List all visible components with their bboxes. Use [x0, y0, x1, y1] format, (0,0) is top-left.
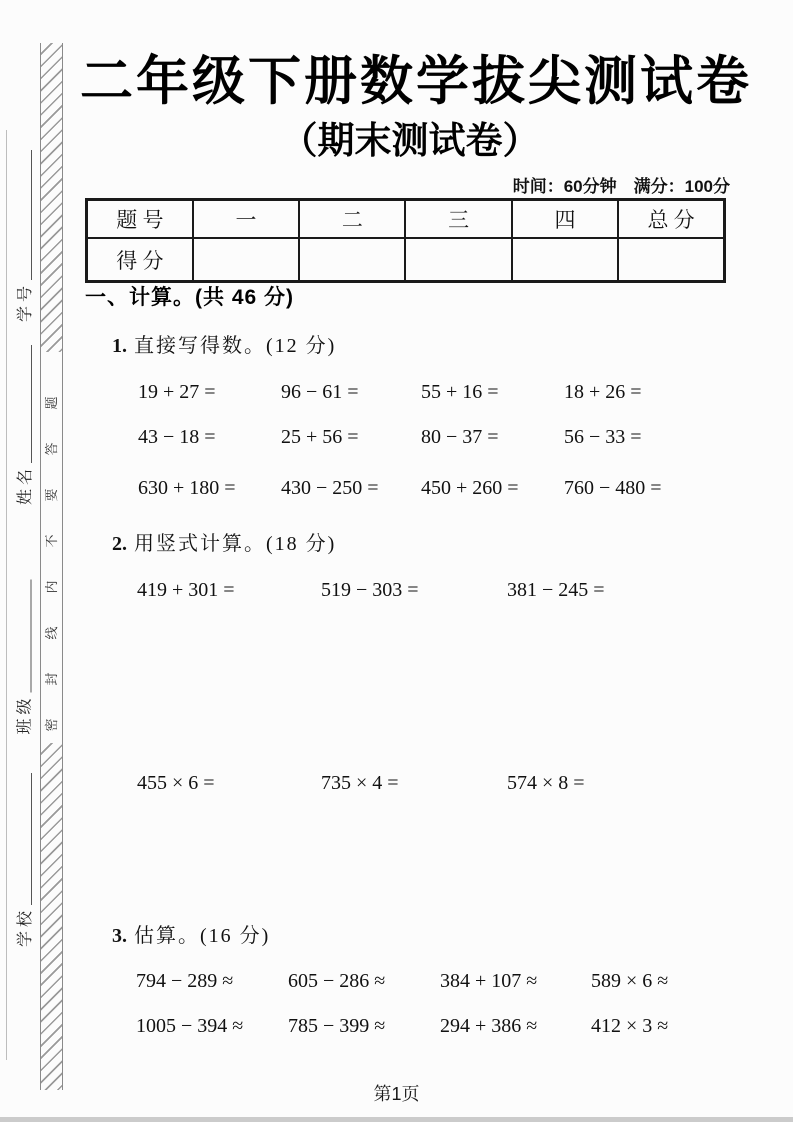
score-table	[85, 198, 726, 283]
equation: 785 − 399 ≈	[288, 1015, 386, 1037]
page-title: 二年级下册数学拔尖测试卷	[80, 52, 752, 111]
score-table-header-row	[87, 200, 725, 239]
student-name-label: 姓名	[17, 464, 34, 505]
equation: 1005 − 394 ≈	[136, 1015, 244, 1037]
question-3-title	[112, 919, 270, 948]
question-1-title	[112, 329, 336, 358]
q1-equation-row	[0, 474, 793, 502]
section-1-heading: 一、计算。(共 46 分)	[85, 286, 295, 309]
equation: 735 × 4 =	[321, 772, 399, 794]
seal-text: 密封线内不要答题	[44, 363, 59, 732]
school-label: 学校	[17, 906, 34, 947]
page-number: 第1页	[373, 1084, 420, 1104]
question-3-number: 3.	[112, 925, 127, 947]
score-empty-cell	[405, 238, 511, 282]
equation: 43 − 18 =	[138, 426, 216, 448]
q3-equation-row	[0, 1012, 793, 1040]
question-3-text: 估算。(16 分)	[134, 925, 271, 947]
equation: 18 + 26 =	[564, 381, 642, 403]
equation: 760 − 480 =	[564, 477, 662, 499]
equation: 605 − 286 ≈	[288, 970, 386, 992]
equation: 294 + 386 ≈	[440, 1015, 538, 1037]
equation: 80 − 37 =	[421, 426, 499, 448]
seal-hatch-top	[41, 43, 62, 352]
question-2-number: 2.	[112, 533, 127, 555]
page-bottom-edge	[0, 1117, 793, 1122]
equation: 19 + 27 =	[138, 381, 216, 403]
score-table-header-cell: 三	[405, 200, 511, 239]
q2-equation-row	[0, 576, 793, 604]
equation: 630 + 180 =	[138, 477, 236, 499]
equation: 450 + 260 =	[421, 477, 519, 499]
seal-line-band	[40, 43, 63, 1090]
score-table-header-cell: 总 分	[618, 200, 724, 239]
q2-equation-row	[0, 769, 793, 797]
equation: 56 − 33 =	[564, 426, 642, 448]
score-table-header-cell: 题 号	[87, 200, 193, 239]
equation: 419 + 301 =	[137, 579, 235, 601]
page-subtitle: （期末测试卷）	[280, 120, 540, 161]
q1-equation-row	[0, 378, 793, 406]
time-score-meta: 时间：60分钟 满分：100分	[512, 177, 730, 196]
equation: 25 + 56 =	[281, 426, 359, 448]
student-id-field	[13, 150, 35, 322]
equation: 384 + 107 ≈	[440, 970, 538, 992]
score-table-header-cell: 二	[299, 200, 405, 239]
equation: 381 − 245 =	[507, 579, 605, 601]
score-empty-cell	[193, 238, 299, 282]
equation: 794 − 289 ≈	[136, 970, 234, 992]
seal-text-area	[41, 352, 62, 743]
equation: 55 + 16 =	[421, 381, 499, 403]
q1-equation-row	[0, 423, 793, 451]
equation: 412 × 3 ≈	[591, 1015, 669, 1037]
student-id-blank-line	[31, 150, 32, 280]
question-1-text: 直接写得数。(12 分)	[134, 335, 337, 357]
class-label: 班级	[16, 694, 34, 735]
score-table-header-cell: 一	[193, 200, 299, 239]
equation: 96 − 61 =	[281, 381, 359, 403]
score-empty-cell	[299, 238, 405, 282]
equation: 430 − 250 =	[281, 477, 379, 499]
question-1-number: 1.	[112, 335, 127, 357]
q3-equation-row	[0, 967, 793, 995]
score-empty-cell	[512, 238, 618, 282]
score-label-cell: 得 分	[87, 238, 193, 282]
equation: 519 − 303 =	[321, 579, 419, 601]
equation: 589 × 6 ≈	[591, 970, 669, 992]
question-2-title	[112, 527, 336, 556]
equation: 455 × 6 =	[137, 772, 215, 794]
score-table-score-row	[87, 238, 725, 282]
equation: 574 × 8 =	[507, 772, 585, 794]
score-empty-cell	[618, 238, 724, 282]
score-table-header-cell: 四	[512, 200, 618, 239]
student-id-label: 学号	[17, 281, 34, 322]
school-field	[13, 773, 35, 947]
question-2-text: 用竖式计算。(18 分)	[134, 533, 337, 555]
